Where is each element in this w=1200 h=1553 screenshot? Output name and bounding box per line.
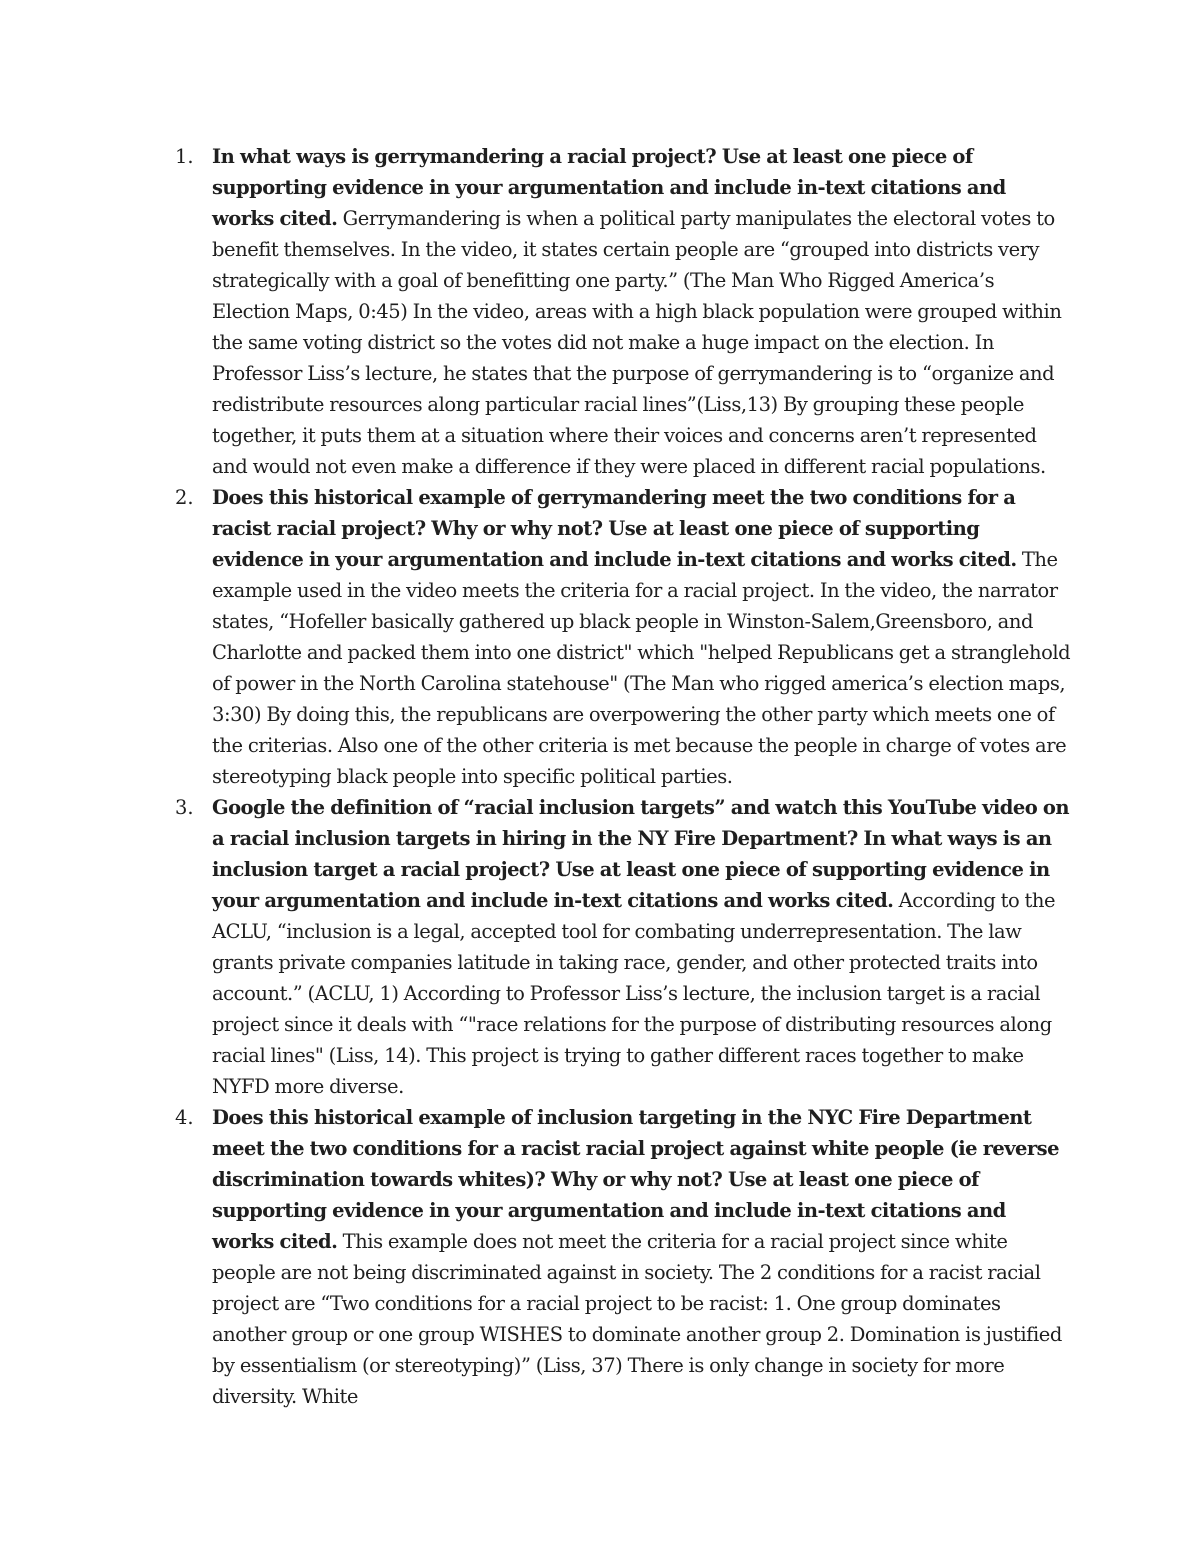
answer-text: Gerrymandering is when a political party manipulates the electoral votes to benefit themselves. In the video, it states certain people are “grouped into districts very strategically with a goal of benefitting one party.” (The Man Who Rigged America’s Election Maps, 0:45) In the video, areas with a high black population were grouped within the same voting district so the votes did not make a huge impact on the election. In Professor Liss’s lecture, he states that the purpose of gerrymandering is to “organize and redistribute resources along particular racial lines”(Liss,13) By grouping these people together, it puts them at a situation where their voices and concerns aren’t represented and would not even make a difference if they were placed in different racial populations.: [212, 207, 1062, 478]
answer-text: This example does not meet the criteria for a racial project since white people are not being discriminated against in society. The 2 conditions for a racist racial project are “Two conditions for a racial project to be racist: 1. One group dominates another group or one group WISHES to dominate another group 2. Domination is justified by essentialism (or stereotyping)” (Liss, 37) There is only change in society for more diversity. White: [212, 1230, 1062, 1408]
question-prompt: Does this historical example of gerrymandering meet the two conditions for a racist racial project? Why or why not? Use at least one piece of supporting evidence in your argumentation and include in-text citations and works cited.: [212, 486, 1017, 571]
question-item-3: [175, 792, 1072, 1102]
answer-text: According to the ACLU, “inclusion is a legal, accepted tool for combating underrepresentation. The law grants private companies latitude in taking race, gender, and other protected traits into account.” (ACLU, 1) According to Professor Liss’s lecture, the inclusion target is a racial project since it deals with “"race relations for the purpose of distributing resources along racial lines" (Liss, 14). This project is trying to gather different races together to make NYFD more diverse.: [212, 889, 1056, 1098]
answer-text: The example used in the video meets the criteria for a racial project. In the video, the narrator states, “Hofeller basically gathered up black people in Winston-Salem,Greensboro, and Charlotte and packed them into one district" which "helped Republicans get a stranglehold of power in the North Carolina statehouse" (The Man who rigged america’s election maps, 3:30) By doing this, the republicans are overpowering the other party which meets one of the criterias. Also one of the other criteria is met because the people in charge of votes are stereotyping black people into specific political parties.: [212, 548, 1071, 788]
question-item-2: [175, 482, 1072, 792]
item-number: 3.: [175, 796, 194, 819]
item-number: 1.: [175, 145, 194, 168]
item-text: [212, 792, 1072, 1102]
question-prompt: Does this historical example of inclusion targeting in the NYC Fire Department meet the two conditions for a racist racial project against white people (ie reverse discrimination towards whites)? Why or why not? Use at least one piece of supporting evidence in your argumentation and include in-text citations and works cited.: [212, 1106, 1059, 1253]
question-prompt: In what ways is gerrymandering a racial project? Use at least one piece of supporting evidence in your argumentation and include in-text citations and works cited.: [212, 145, 1006, 230]
question-prompt: Google the definition of “racial inclusion targets” and watch this YouTube video on a racial inclusion targets in hiring in the NY Fire Department? In what ways is an inclusion target a racial project? Use at least one piece of supporting evidence in your argumentation and include in-text citations and works cited.: [212, 796, 1069, 912]
question-item-4: [175, 1102, 1072, 1412]
item-text: [212, 482, 1072, 792]
item-text: [212, 1102, 1072, 1412]
item-number: 4.: [175, 1106, 194, 1129]
item-number: 2.: [175, 486, 194, 509]
item-text: [212, 141, 1072, 482]
question-item-1: [175, 141, 1072, 482]
question-list: [175, 141, 1072, 1412]
